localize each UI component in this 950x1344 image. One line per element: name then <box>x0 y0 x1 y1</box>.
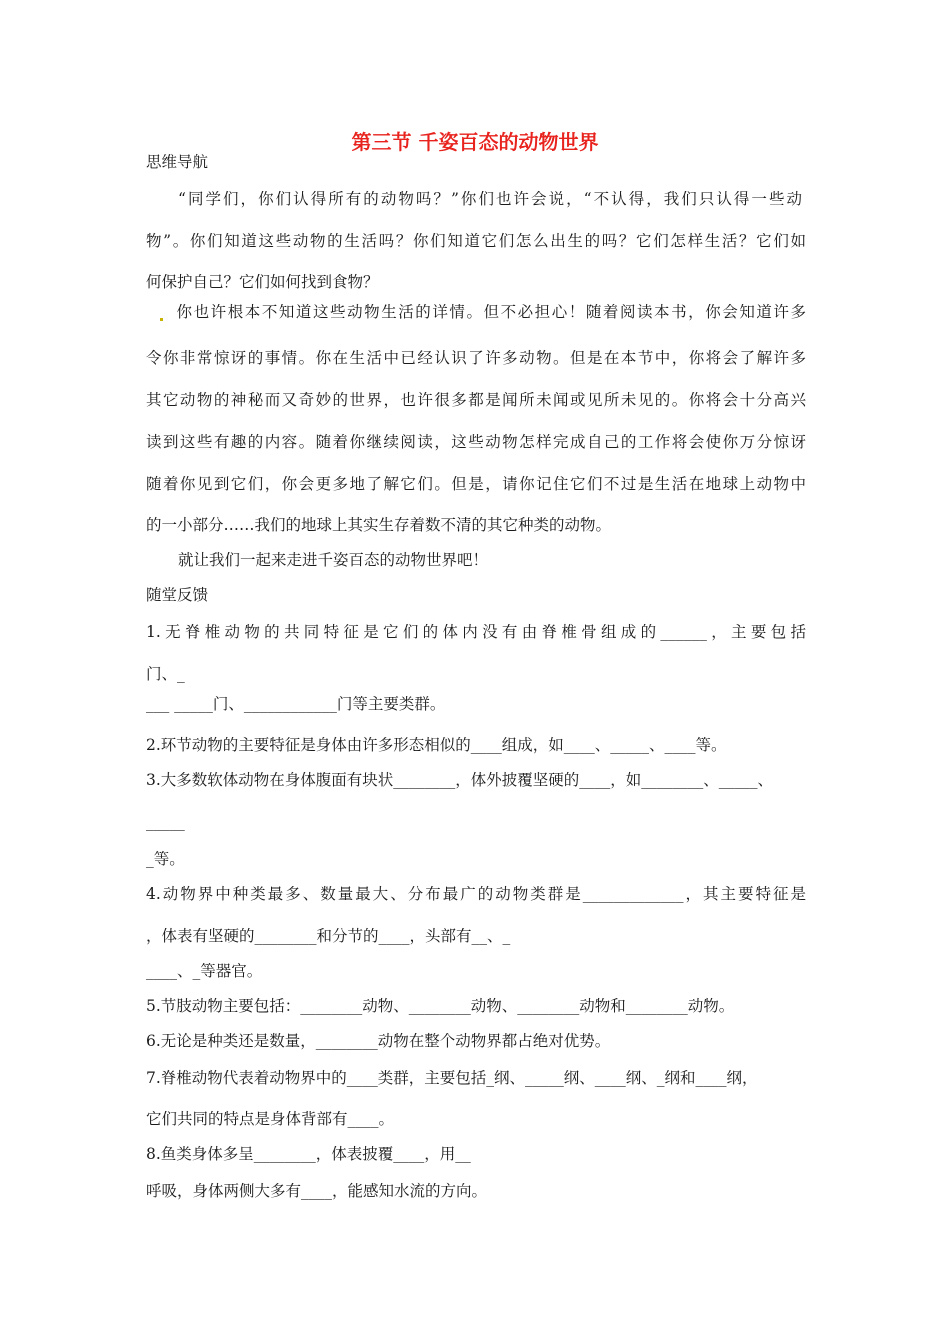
paragraph-line: 读到这些有趣的内容。随着你继续阅读，这些动物怎样完成自己的工作将会使你万分惊讶 <box>146 433 806 451</box>
paragraph-line: 就让我们一起来走进千姿百态的动物世界吧！ <box>178 551 489 569</box>
paragraph-line: 随着你见到它们，你会更多地了解它们。但是，请你记住它们不过是生活在地球上动物中 <box>146 475 806 493</box>
question-line: 2.环节动物的主要特征是身体由许多形态相似的____组成，如____、_____、____等。 <box>146 736 727 754</box>
question-line: 5.节肢动物主要包括：________动物、________动物、________动物和________动物。 <box>146 997 735 1015</box>
question-line: 呼吸，身体两侧大多有____，能感知水流的方向。 <box>146 1182 488 1200</box>
paragraph-line: 令你非常惊讶的事情。你在生活中已经认识了许多动物。但是在本节中，你将会了解许多 <box>146 349 806 367</box>
question-line: 4.动物界中种类最多、数量最大、分布最广的动物类群是_____________，其主要特征是 <box>146 885 806 903</box>
paragraph-line: 的一小部分……我们的地球上其实生存着数不清的其它种类的动物。 <box>146 516 612 534</box>
paragraph-line <box>146 302 806 322</box>
question-line: _等。 <box>146 850 185 868</box>
question-line: _____ <box>146 813 185 831</box>
section-heading-feedback: 随堂反馈 <box>146 586 209 604</box>
paragraph-line: 其它动物的神秘而又奇妙的世界，也许很多都是闻所未闻或见所未见的。你将会十分高兴 <box>146 391 806 409</box>
question-line: ____、_等器官。 <box>146 962 263 980</box>
question-line: ，体表有坚硬的________和分节的____，头部有__、_ <box>146 927 511 945</box>
mark-dot <box>160 318 163 321</box>
question-line: 1.无脊椎动物的共同特征是它们的体内没有由脊椎骨组成的______，主要包括 <box>146 623 806 641</box>
question-line: 门、_ <box>146 665 185 683</box>
paragraph-line: 物”。你们知道这些动物的生活吗？你们知道它们怎么出生的吗？它们怎样生活？它们如 <box>146 232 806 250</box>
question-line: ___ _____门、____________门等主要类群。 <box>146 695 446 713</box>
question-line: 它们共同的特点是身体背部有____。 <box>146 1110 395 1128</box>
question-line: 6.无论是种类还是数量，________动物在整个动物界都占绝对优势。 <box>146 1032 611 1050</box>
question-line: 3.大多数软体动物在身体腹面有块状________，体外披覆坚硬的____，如________、_____、 <box>146 771 774 789</box>
question-line: 7.脊椎动物代表着动物界中的____类群，主要包括_纲、_____纲、____纲、_纲和____纲， <box>146 1069 758 1087</box>
section-heading-guide: 思维导航 <box>146 153 209 171</box>
question-line: 8.鱼类身体多呈________，体表披覆____，用__ <box>146 1145 471 1163</box>
paragraph-line: 何保护自己？它们如何找到食物？ <box>146 273 379 291</box>
paragraph-line: “同学们，你们认得所有的动物吗？”你们也许会说，“不认得，我们只认得一些动 <box>178 190 802 208</box>
paragraph-line-text: 你也许根本不知道这些动物生活的详情。但不必担心！随着阅读本书，你会知道许多 <box>175 303 806 321</box>
page-title: 第三节 千姿百态的动物世界 <box>351 130 599 154</box>
